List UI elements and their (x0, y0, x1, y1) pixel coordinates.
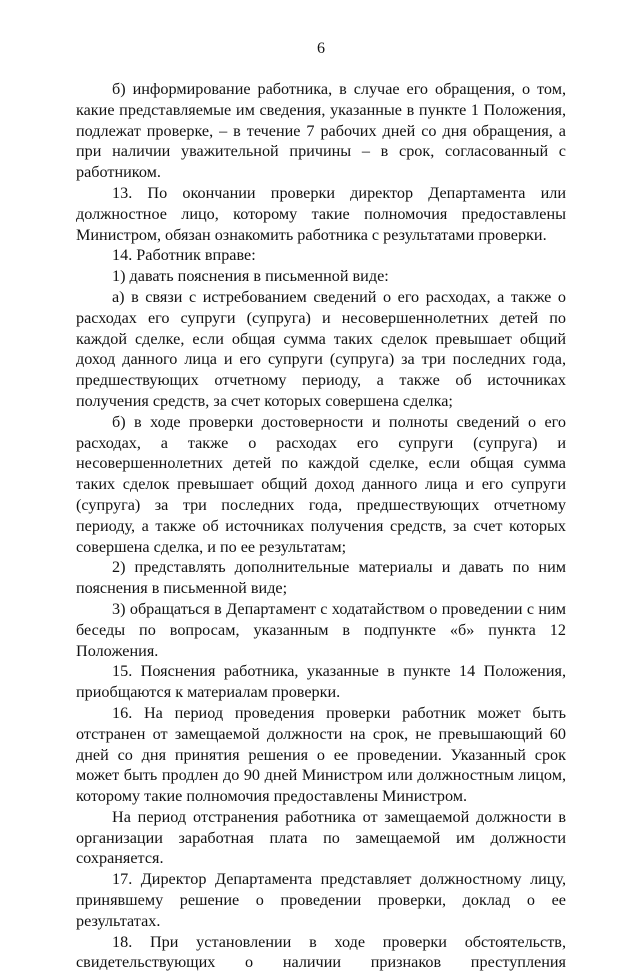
paragraph-14-1b: б) в ходе проверки достоверности и полноты сведений о его расходах, а также о расходах его супруги (супруга) и несовершеннолетних детей по каждой сделке, если общая сумма таких сделок превышает общий доход данного лица и его супруги (супруга) за три последних года, предшествующих отчетному периоду, а также об источниках получения средств, за счет которых совершена сделка, и по ее результатам; (76, 412, 566, 556)
paragraph-12b: б) информирование работника, в случае его обращения, о том, какие представляемые им сведения, указанные в пункте 1 Положения, подлежат проверке, – в течение 7 рабочих дней со дня обращения, а при наличии уважительной причины – в срок, согласованный с работником. (76, 80, 566, 182)
paragraph-17: 17. Директор Департамента представляет должностному лицу, принявшему решение о проведении проверки, доклад о ее результатах. (76, 870, 566, 930)
paragraph-14-3: 3) обращаться в Департамент с ходатайством о проведении с ним беседы по вопросам, указанным в подпункте «б» пункта 12 Положения. (76, 599, 566, 660)
paragraph-14-1: 1) давать пояснения в письменной виде: (112, 267, 389, 286)
paragraph-14-heading: 14. Работник вправе: (112, 246, 256, 265)
document-page (76, 0, 566, 972)
paragraph-16: 16. На период проведения проверки работник может быть отстранен от замещаемой должности на срок, не превышающий 60 дней со дня принятия решения о ее проведении. Указанный срок может быть продлен до 90 дней Министром или должностным лицом, которому такие полномочия предоставлены Министром. (76, 703, 566, 806)
page-number: 6 (317, 40, 325, 57)
paragraph-14-1a: а) в связи с истребованием сведений о его расходах, а также о расходах его супруги (супруга) и несовершеннолетних детей по каждой сделке, если общая сумма таких сделок превышает общий доход данного лица и его супруги (супруга) за три последних года, предшествующих отчетному периоду, а также об источниках получения средств, за счет которых совершена сделка; (76, 287, 566, 410)
paragraph-15: 15. Пояснения работника, указанные в пункте 14 Положения, приобщаются к материалам проверки. (76, 662, 566, 702)
paragraph-13: 13. По окончании проверки директор Департамента или должностное лицо, которому такие полномочия предоставлены Министром, обязан ознакомить работника с результатами проверки. (76, 183, 566, 244)
document-body (76, 79, 566, 973)
paragraph-14-2: 2) представлять дополнительные материалы и давать по ним пояснения в письменной виде; (76, 558, 566, 598)
paragraph-16-salary: На период отстранения работника от замещаемой должности в организации заработная плата по замещаемой им должности сохраняется. (76, 807, 566, 868)
paragraph-18: 18. При установлении в ходе проверки обстоятельств, свидетельствующих о наличии признаков преступления (76, 932, 566, 972)
